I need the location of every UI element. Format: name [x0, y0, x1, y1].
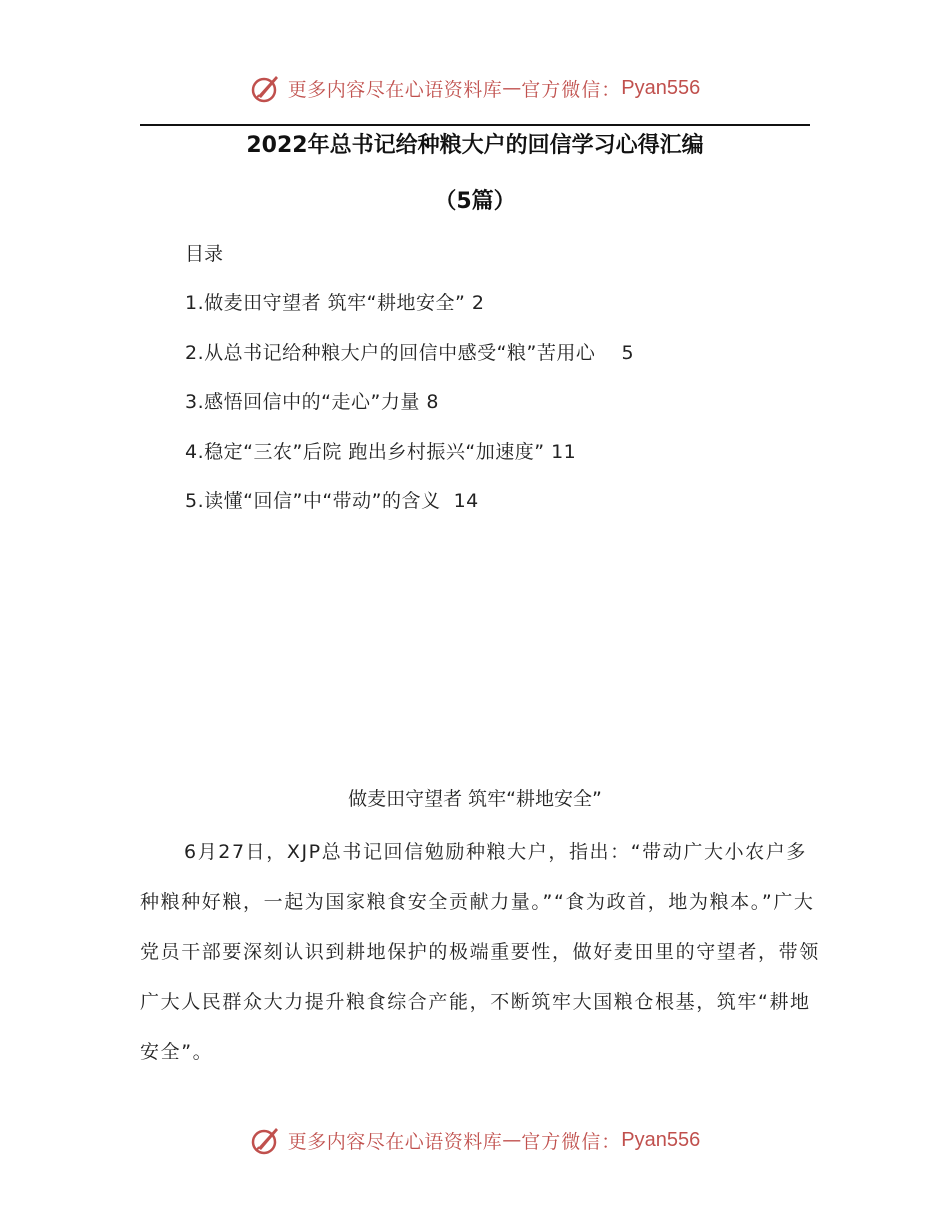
footer-brand-text: 更多内容尽在心语资料库 [287, 1130, 503, 1153]
header-banner [0, 72, 950, 104]
toc-item[interactable]: 1.做麦田守望者 筑牢“耕地安全” 2 [185, 292, 485, 314]
header-divider [140, 124, 810, 126]
quill-logo-icon [250, 72, 282, 104]
footer-wechat-id: Pyan556 [621, 1128, 701, 1151]
toc-item[interactable]: 5.读懂“回信”中“带动”的含义 14 [185, 490, 479, 512]
header-wechat-label: 官方微信： [521, 78, 622, 101]
header-wechat-id: Pyan556 [621, 76, 701, 99]
section-paragraph: 6月27日，XJP总书记回信勉励种粮大户，指出：“带动广大小农户多种粮种好粮，一起为国家粮食安全贡献力量。”“食为政首，地为粮本。”广大党员干部要深刻认识到耕地保护的极端重要性，做好麦田里的守望者，带领广大人民群众大力提升粮食综合产能，不断筑牢大国粮仓根基，筑牢“耕地安全”。 [140, 841, 820, 1063]
header-brand-text: 更多内容尽在心语资料库 [287, 78, 503, 101]
footer-dash: — [502, 1129, 522, 1151]
toc-item[interactable]: 3.感悟回信中的“走心”力量 8 [185, 391, 439, 413]
section-title: 做麦田守望者 筑牢“耕地安全” [348, 788, 602, 810]
footer-wechat-label: 官方微信： [521, 1130, 622, 1153]
footer-banner [0, 1124, 950, 1156]
toc-item[interactable]: 4.稳定“三农”后院 跑出乡村振兴“加速度” 11 [185, 440, 577, 463]
document-subtitle: （5篇） [434, 189, 516, 214]
quill-logo-icon [250, 1124, 282, 1156]
toc-heading: 目录 [185, 243, 224, 265]
toc-item[interactable]: 2.从总书记给种粮大户的回信中感受“粮”苦用心 5 [185, 341, 635, 364]
document-title: 2022年总书记给种粮大户的回信学习心得汇编 [246, 133, 704, 158]
header-dash: — [502, 77, 522, 99]
table-of-contents [185, 288, 634, 536]
